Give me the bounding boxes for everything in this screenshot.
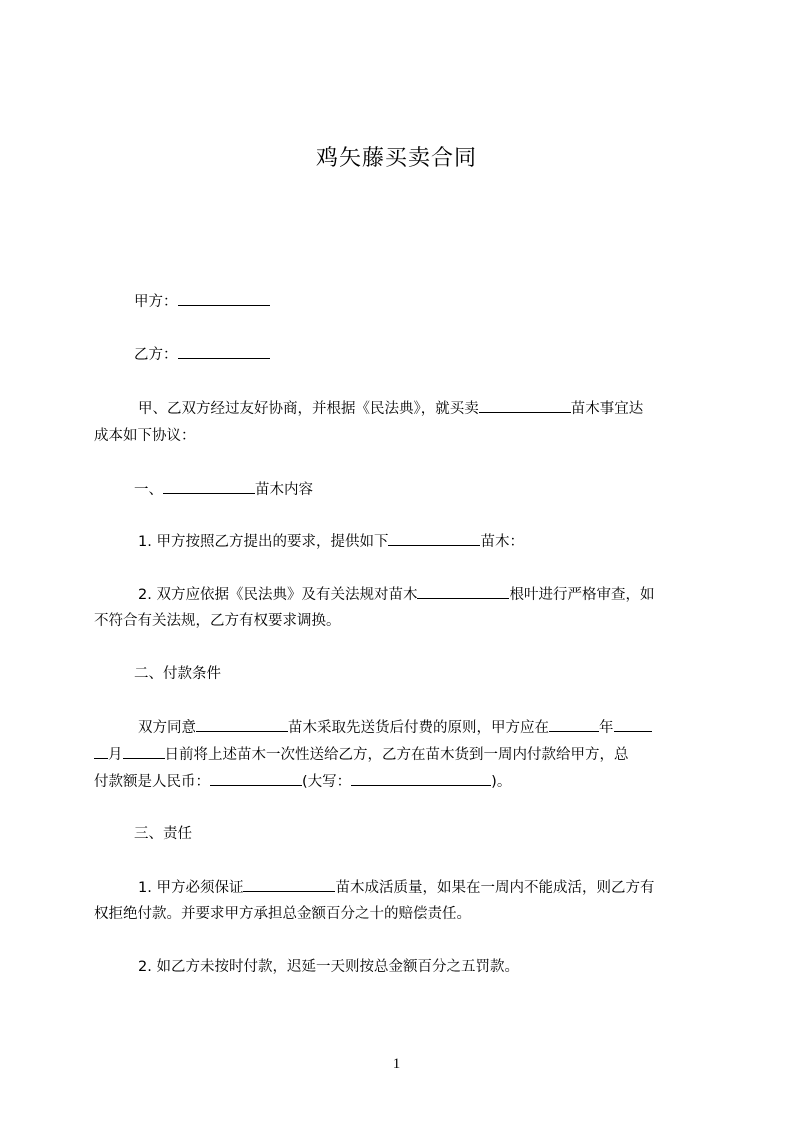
section2-text-2: 苗木采取先送货后付费的原则，甲方应在 (288, 720, 549, 736)
section1-product-blank[interactable] (163, 478, 255, 494)
section1-heading-suffix: 苗木内容 (255, 482, 313, 498)
section1-item2-line-1 (94, 583, 750, 607)
section2-text-5: (大写： (302, 774, 352, 790)
section2-line-1 (94, 716, 750, 740)
section1-item2-text-2: 根叶进行严格审查，如 (509, 587, 655, 603)
section3-item1-text-3: 权拒绝付款。并要求甲方承担总金额百分之十的赔偿责任。 (94, 906, 471, 922)
party-a-label: 甲方： (134, 294, 178, 310)
section2-heading (94, 663, 746, 686)
intro-line-1 (94, 397, 750, 421)
section2-heading-text: 二、付款条件 (134, 666, 221, 682)
party-a-line (94, 290, 746, 314)
section2-product-blank[interactable] (196, 716, 288, 732)
intro-line-2 (94, 425, 706, 448)
section1-item1 (94, 530, 750, 554)
section1-item2-blank[interactable] (417, 583, 509, 599)
intro-product-blank[interactable] (479, 397, 571, 413)
section3-item1-line-1 (94, 876, 750, 900)
intro-text-1: 甲、乙双方经过友好协商，并根据《民法典》，就买卖 (138, 401, 479, 417)
section2-text-1: 双方同意 (138, 720, 196, 736)
party-a-blank[interactable] (178, 290, 270, 306)
section2-year-blank[interactable] (549, 716, 599, 732)
section3-heading (94, 823, 746, 846)
party-b-blank[interactable] (178, 343, 270, 359)
section2-text-6: )。 (491, 774, 512, 790)
section1-heading-prefix: 一、 (134, 482, 163, 498)
section3-item1-blank[interactable] (243, 876, 335, 892)
section2-text-year: 年 (599, 720, 614, 736)
party-b-label: 乙方： (134, 347, 178, 363)
section1-item1-text-2: 苗木： (480, 534, 524, 550)
section3-heading-text: 三、责任 (134, 826, 192, 842)
section3-item2 (94, 956, 750, 979)
section2-day-blank[interactable] (123, 743, 165, 759)
section3-item2-text: 2. 如乙方未按时付款，迟延一天则按总金额百分之五罚款。 (138, 959, 519, 975)
section2-text-3: 日前将上述苗木一次性送给乙方，乙方在苗木货到一周内付款给甲方，总 (164, 747, 629, 763)
intro-text-3: 成本如下协议： (94, 428, 196, 444)
section1-item2-text-1: 2. 双方应依据《民法典》及有关法规对苗木 (138, 587, 418, 603)
section2-text-4: 付款额是人民币： (94, 774, 210, 790)
section1-item1-blank[interactable] (388, 530, 480, 546)
section2-line-2 (94, 743, 706, 767)
section3-item1-text-1: 1. 甲方必须保证 (138, 880, 244, 896)
intro-text-2: 苗木事宜达 (570, 401, 644, 417)
section2-text-month: 月 (108, 747, 123, 763)
section1-item2-line-2 (94, 610, 706, 633)
section2-month-blank-part2[interactable] (94, 743, 108, 759)
section2-line-3 (94, 770, 706, 794)
section1-item1-text-1: 1. 甲方按照乙方提出的要求，提供如下 (138, 534, 389, 550)
section2-amount-words-blank[interactable] (351, 770, 491, 786)
section2-month-blank-part1[interactable] (614, 716, 652, 732)
section3-item1-text-2: 苗木成活质量，如果在一周内不能成活，则乙方有 (335, 880, 655, 896)
document-title: 鸡矢藤买卖合同 (315, 146, 477, 171)
section3-item1-line-2 (94, 903, 706, 926)
section2-amount-blank[interactable] (210, 770, 302, 786)
section1-heading (94, 478, 746, 502)
section1-item2-text-3: 不符合有关法规，乙方有权要求调换。 (94, 613, 341, 629)
page-number: 1 (392, 1056, 401, 1072)
party-b-line (94, 343, 746, 367)
